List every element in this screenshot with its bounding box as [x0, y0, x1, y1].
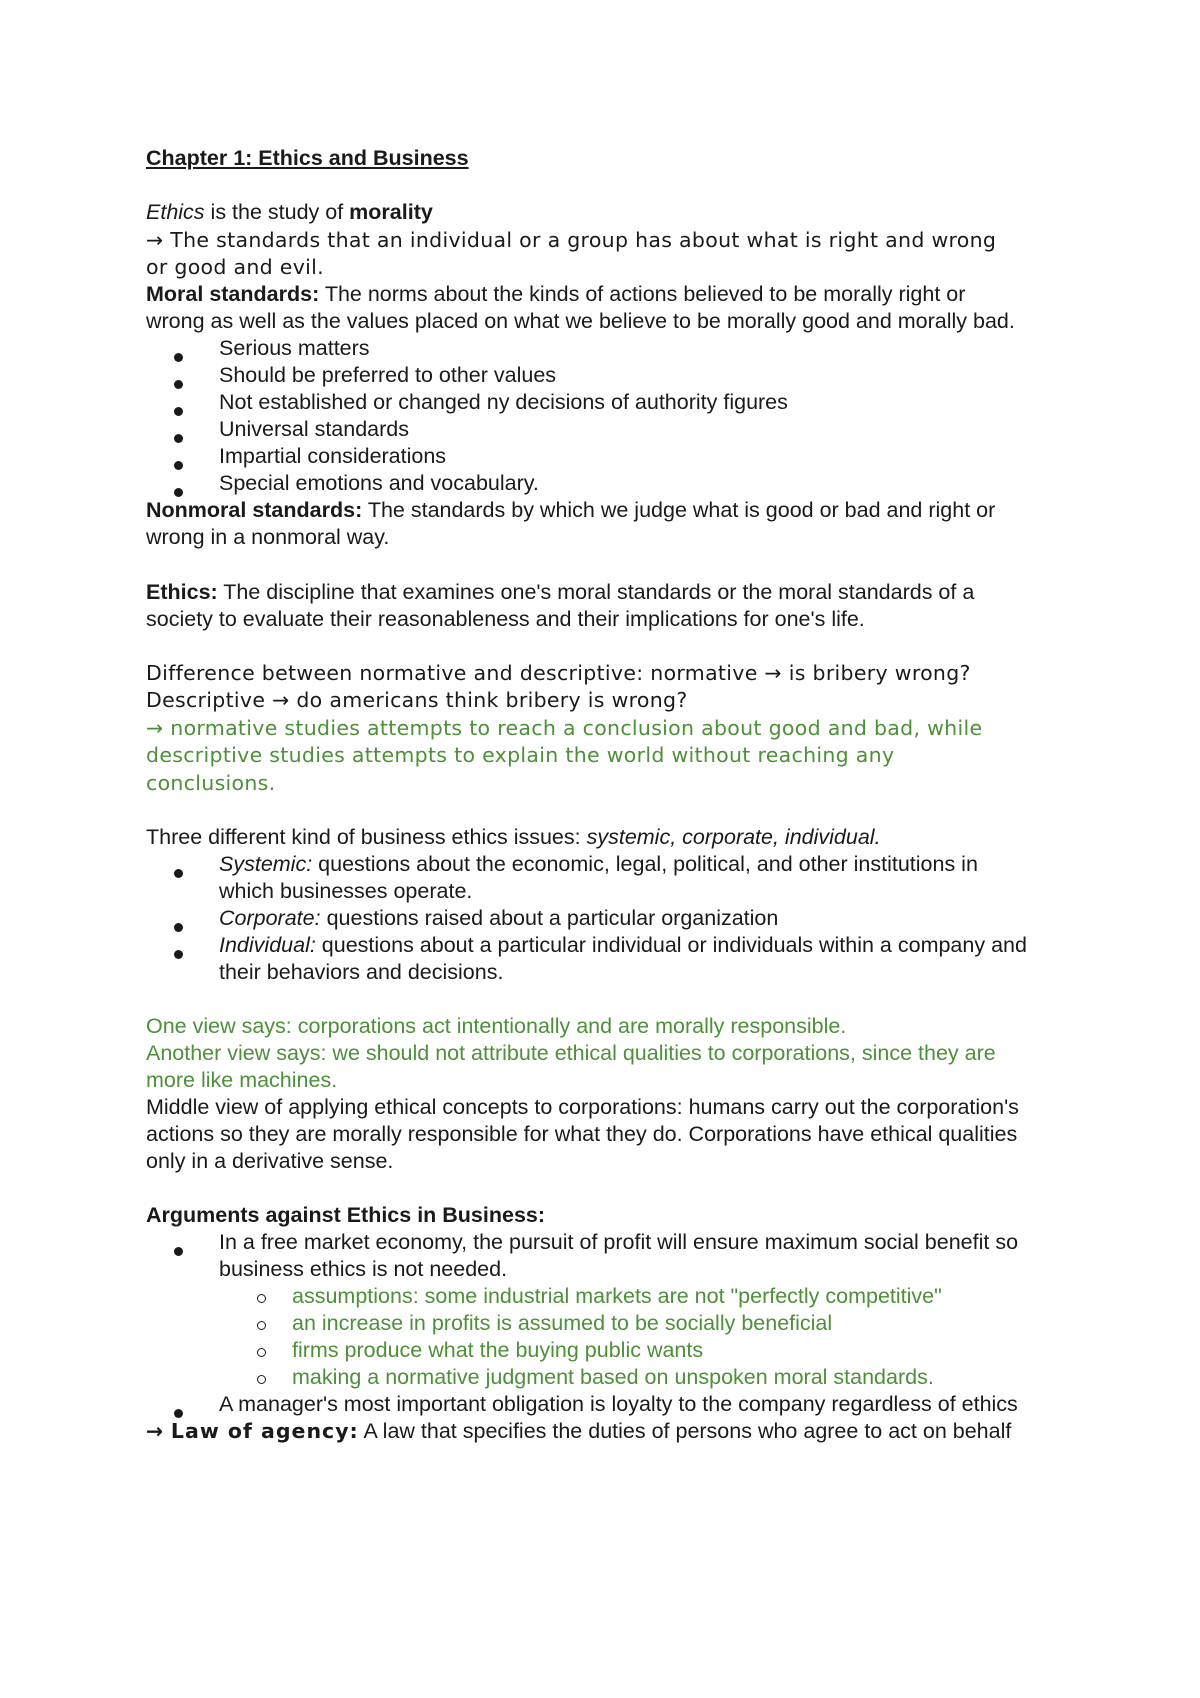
- list-item-cont: business ethics is not needed.: [219, 1257, 508, 1281]
- difference-line-1: Difference between normative and descriptive: normative → is bribery wrong?: [146, 661, 971, 685]
- three-kinds-text: Three different kind of business ethics issues:: [146, 825, 587, 849]
- list-item: Special emotions and vocabulary.: [219, 471, 539, 495]
- view-line-3: more like machines.: [146, 1068, 338, 1092]
- middle-view-3: only in a derivative sense.: [146, 1149, 394, 1173]
- issue-label: Corporate:: [219, 906, 321, 930]
- issue-text: questions raised about a particular organization: [320, 906, 779, 930]
- moral-standards-text: The norms about the kinds of actions believed to be morally right or: [319, 282, 966, 306]
- list-item: [219, 931, 1027, 960]
- list-item: Not established or changed ny decisions of authority figures: [219, 390, 788, 414]
- arguments-heading: Arguments against Ethics in Business:: [146, 1203, 546, 1227]
- sub-list-item: assumptions: some industrial markets are not "perfectly competitive": [292, 1284, 942, 1308]
- moral-standards-cont: wrong as well as the values placed on what we believe to be morally good and morally bad.: [146, 309, 1015, 333]
- difference-note-1: → normative studies attempts to reach a conclusion about good and bad, while: [146, 716, 983, 740]
- ethics-label: Ethics:: [146, 580, 218, 604]
- page-title: Chapter 1: Ethics and Business: [146, 146, 469, 170]
- agency-text: A law that specifies the duties of persons who agree to act on behalf: [358, 1419, 1012, 1443]
- morality-term: morality: [349, 200, 433, 224]
- law-of-agency-line: [146, 1417, 1011, 1446]
- list-item: Universal standards: [219, 417, 410, 441]
- bullet-icon: [174, 407, 183, 416]
- arrow-line-1: → The standards that an individual or a group has about what is right and wrong: [146, 228, 997, 252]
- sub-list-item: firms produce what the buying public wants: [292, 1338, 704, 1362]
- moral-standards-def: [146, 280, 965, 309]
- circle-bullet-icon: [257, 1375, 266, 1384]
- view-line-2: Another view says: we should not attribute ethical qualities to corporations, since they are: [146, 1041, 996, 1065]
- list-item: [219, 850, 978, 879]
- circle-bullet-icon: [257, 1348, 266, 1357]
- middle-view-1: Middle view of applying ethical concepts to corporations: humans carry out the corporation's: [146, 1095, 1019, 1119]
- issue-label: Systemic:: [219, 852, 313, 876]
- list-item-cont: which businesses operate.: [219, 879, 473, 903]
- three-kinds-italic: systemic, corporate, individual.: [586, 825, 881, 849]
- bullet-icon: [174, 434, 183, 443]
- nonmoral-standards-def: [146, 496, 995, 525]
- bullet-icon: [174, 869, 183, 878]
- circle-bullet-icon: [257, 1321, 266, 1330]
- ethics-discipline-cont: society to evaluate their reasonableness and their implications for one's life.: [146, 607, 865, 631]
- ethics-definition: [146, 198, 433, 227]
- nonmoral-text: The standards by which we judge what is good or bad and right or: [362, 498, 996, 522]
- issue-label: Individual:: [219, 933, 316, 957]
- middle-view-2: actions so they are morally responsible for what they do. Corporations have ethical qualities: [146, 1122, 1018, 1146]
- issue-text: questions about a particular individual or individuals within a company and: [315, 933, 1027, 957]
- bullet-icon: [174, 461, 183, 470]
- ethics-discipline-def: [146, 578, 974, 607]
- ethics-term: Ethics: [146, 200, 205, 224]
- view-line-1: One view says: corporations act intentionally and are morally responsible.: [146, 1014, 847, 1038]
- bullet-icon: [174, 380, 183, 389]
- bullet-icon: [174, 950, 183, 959]
- circle-bullet-icon: [257, 1294, 266, 1303]
- ethics-discipline-text: The discipline that examines one's moral standards or the moral standards of a: [217, 580, 975, 604]
- arrow-icon: →: [146, 1419, 171, 1443]
- three-kinds-line: [146, 823, 881, 852]
- list-item-cont: their behaviors and decisions.: [219, 960, 504, 984]
- difference-line-2: Descriptive → do americans think bribery is wrong?: [146, 688, 688, 712]
- ethics-def-text: is the study of: [204, 200, 350, 224]
- list-item: In a free market economy, the pursuit of profit will ensure maximum social benefit so: [219, 1230, 1019, 1254]
- list-item: [219, 904, 778, 933]
- agency-label: Law of agency:: [170, 1419, 359, 1443]
- moral-standards-label: Moral standards:: [146, 282, 320, 306]
- issue-text: questions about the economic, legal, political, and other institutions in: [312, 852, 978, 876]
- bullet-icon: [174, 923, 183, 932]
- sub-list-item: making a normative judgment based on unspoken moral standards.: [292, 1365, 934, 1389]
- list-item: Should be preferred to other values: [219, 363, 557, 387]
- nonmoral-label: Nonmoral standards:: [146, 498, 363, 522]
- difference-note-3: conclusions.: [146, 771, 276, 795]
- list-item: A manager's most important obligation is loyalty to the company regardless of ethics: [219, 1392, 1018, 1416]
- sub-list-item: an increase in profits is assumed to be socially beneficial: [292, 1311, 833, 1335]
- list-item: Serious matters: [219, 336, 370, 360]
- bullet-icon: [174, 1247, 183, 1256]
- difference-note-2: descriptive studies attempts to explain the world without reaching any: [146, 743, 895, 767]
- bullet-icon: [174, 353, 183, 362]
- nonmoral-cont: wrong in a nonmoral way.: [146, 525, 390, 549]
- arrow-line-2: or good and evil.: [146, 255, 324, 279]
- list-item: Impartial considerations: [219, 444, 447, 468]
